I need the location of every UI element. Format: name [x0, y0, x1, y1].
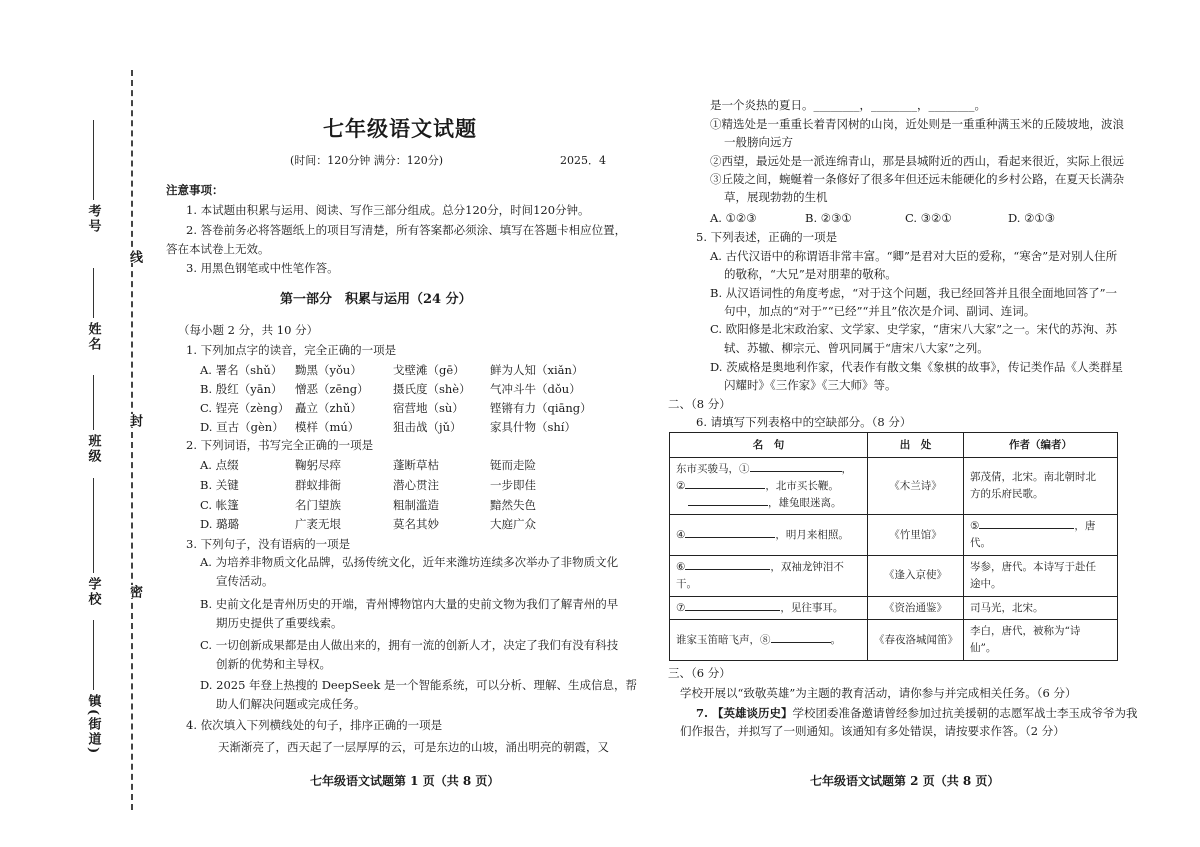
- name-label: 姓名: [85, 322, 101, 352]
- q4-option-a: A. ①②③: [710, 211, 757, 225]
- author-text: 郭茂倩，北宋。南北朝时北: [970, 471, 1096, 484]
- note-3: 3. 用黑色钢笔或中性笔作答。: [186, 261, 339, 275]
- answer-blank-6[interactable]: [685, 569, 770, 570]
- author-cell: [964, 515, 1118, 556]
- author-text: ，唐代。: [970, 520, 1096, 550]
- q2-cell: 大庭广众: [490, 517, 536, 531]
- q2-cell: A. 点缀: [200, 458, 239, 472]
- part1-title: 第一部分 积累与运用（24 分）: [280, 292, 472, 307]
- table-row: [670, 596, 1118, 620]
- q1-cell: 矗立（zhǔ）: [295, 401, 362, 415]
- author-text: 李白，唐代，被称为“诗: [970, 625, 1081, 638]
- town-line: [93, 620, 94, 690]
- quote-text: 谁家玉笛暗飞声，⑧: [676, 633, 771, 646]
- q2-cell: 广袤无垠: [295, 517, 341, 531]
- q1-cell: 鲜为人知（xiǎn）: [490, 363, 584, 377]
- q5-b-line1: B. 从汉语词性的角度考虑，“对于这个问题，我已经回答并且很全面地回答了”一: [710, 286, 1118, 300]
- exam-date: 2025．4: [560, 154, 606, 167]
- q4-option-c: C. ③②①: [905, 211, 952, 225]
- q2-cell: 名门望族: [295, 498, 341, 512]
- q3-c-line1: C. 一切创新成果都是由人做出来的，拥有一流的创新人才，决定了我们有没有科技: [200, 638, 619, 652]
- q4-option-d: D. ②①③: [1008, 211, 1056, 225]
- q4-sentence-2: ②西望，最远处是一派连绵青山，那是县城附近的西山，看起来很近，实际上很远: [710, 154, 1124, 168]
- q3-stem: 3. 下列句子，没有语病的一项是: [186, 537, 351, 551]
- q1-stem: 1. 下列加点字的读音，完全正确的一项是: [186, 343, 397, 357]
- author-cell: 司马光，北宋。: [964, 596, 1118, 620]
- note-1: 1. 本试题由积累与运用、阅读、写作三部分组成。总分120分，时间120分钟。: [186, 203, 590, 217]
- answer-blank-3[interactable]: [688, 505, 768, 506]
- seal-char-line: 线: [127, 250, 142, 263]
- author-cell: [964, 555, 1118, 596]
- q4-sentence-3a: ③丘陵之间，蜿蜒着一条修好了很多年但还远未能硬化的乡村公路，在夏天长满杂: [710, 172, 1124, 186]
- q5-c-line1: C. 欧阳修是北宋政治家、文学家、史学家，“唐宋八大家”之一。宋代的苏洵、苏: [710, 322, 1117, 336]
- table-row: [670, 555, 1118, 596]
- class-line: [93, 375, 94, 430]
- quote-line: [676, 559, 861, 576]
- notes-heading: 注意事项：: [166, 183, 224, 197]
- q2-cell: D. 璐璐: [200, 517, 240, 531]
- q6-stem: 6. 请填写下列表格中的空缺部分。（8 分）: [696, 415, 912, 429]
- q2-cell: 蓬断草枯: [393, 458, 439, 472]
- author-text: 岑参，唐代。本诗写于赴任: [970, 560, 1096, 573]
- q3-c-line2: 创新的优势和主导权。: [216, 657, 331, 671]
- answer-blank-4[interactable]: [685, 537, 775, 538]
- header-author: 作者（编者）: [964, 433, 1118, 458]
- q1-cell: 黝黑（yǒu）: [295, 363, 362, 377]
- q1-cell: 铿锵有力（qiāng）: [490, 401, 592, 415]
- q1-cell: 气冲斗牛（dǒu）: [490, 382, 581, 396]
- page2-footer: 七年级语文试题第 2 页（共 8 页）: [810, 774, 1000, 788]
- answer-blank-7[interactable]: [685, 610, 780, 611]
- q2-cell: 粗制滥造: [393, 498, 439, 512]
- q5-a-line2: 的敬称，“大兄”是对朋辈的敬称。: [724, 267, 897, 281]
- q5-b-line2: 句中，加点的“对于”“已经”“并且”依次是介词、副词、连词。: [724, 304, 1036, 318]
- q7-line2: 们作报告，并拟写了一则通知。该通知有多处错误，请按要求作答。（2 分）: [680, 724, 1065, 738]
- q2-cell: 一步即佳: [490, 478, 536, 492]
- section-3-intro: 学校开展以“致敬英雄”为主题的教育活动，请你参与并完成相关任务。（6 分）: [680, 686, 1077, 700]
- exam-number-label: 考号: [85, 204, 101, 234]
- q1-cell: 狙击战（jǔ）: [393, 420, 462, 434]
- source-cell: 《逢入京使》: [868, 555, 964, 596]
- source-cell: 《资治通鉴》: [868, 596, 964, 620]
- q2-stem: 2. 下列词语，书写完全正确的一项是: [186, 438, 374, 452]
- q1-cell: 家具什物（shí）: [490, 420, 576, 434]
- exam-title: 七年级语文试题: [323, 116, 477, 141]
- quote-text: 雄兔眼迷离。: [778, 496, 842, 509]
- town-label: 镇(街道): [85, 694, 101, 756]
- header-quote: 名 句: [670, 433, 868, 458]
- source-cell: 《春夜洛城闻笛》: [868, 620, 964, 661]
- q4-stem: 4. 依次填入下列横线处的句子，排序正确的一项是: [186, 718, 443, 732]
- q3-b-line1: B. 史前文化是青州历史的开端，青州博物馆内大量的史前文物为我们了解青州的早: [200, 597, 619, 611]
- quote-cell: [670, 596, 868, 620]
- q4-sentence-1a: ①精选处是一重重长着青冈树的山岗，近处则是一重重种满玉米的丘陵坡地，波浪: [710, 117, 1124, 131]
- q1-cell: D. 亘古（gèn）: [200, 420, 284, 434]
- town-field[interactable]: [80, 620, 106, 755]
- q2-cell: 莫名其妙: [393, 517, 439, 531]
- q2-cell: C. 帐篷: [200, 498, 239, 512]
- q1-cell: A. 署名（shǔ）: [200, 363, 283, 377]
- part1-sub: （每小题 2 分，共 10 分）: [178, 323, 319, 337]
- q7-line1: [696, 704, 1138, 722]
- answer-blank-1[interactable]: [750, 471, 842, 472]
- table-row: [670, 458, 1118, 515]
- quote-text: 东市买骏马，①: [676, 463, 750, 475]
- q2-cell: 潜心贯注: [393, 478, 439, 492]
- q1-cell: 模样（mú）: [295, 420, 360, 434]
- table-header-row: [670, 433, 1118, 458]
- quote-cell: [670, 515, 868, 556]
- name-field[interactable]: [80, 268, 106, 352]
- exam-info: (时间：120分钟 满分：120分): [290, 154, 444, 167]
- q5-stem: 5. 下列表述，正确的一项是: [696, 230, 838, 244]
- quote-cell: [670, 458, 868, 515]
- school-line: [93, 478, 94, 573]
- quote-text: 干。: [676, 577, 697, 590]
- q4-passage-line1: 天渐渐亮了，西天起了一层厚厚的云，可是东边的山坡，涌出明亮的朝霞，又: [218, 740, 609, 754]
- exam-number-line: [93, 120, 94, 200]
- q3-d-line2: 助人们解决问题或完成任务。: [216, 697, 366, 711]
- note-2-cont: 答在本试卷上无效。: [166, 242, 270, 256]
- exam-number-field[interactable]: [80, 120, 106, 234]
- page1-footer: 七年级语文试题第 1 页（共 8 页）: [310, 774, 500, 788]
- seal-char-seal: 封: [127, 414, 142, 427]
- quote-text: ④: [676, 528, 686, 541]
- quote-text: ，双袖龙钟泪不: [770, 560, 844, 573]
- q2-cell: 铤而走险: [490, 458, 536, 472]
- q6-table: [669, 432, 1118, 661]
- q4-passage-line2: 是一个炎热的夏日。________，________，________。: [710, 98, 986, 112]
- q2-cell: 群蚁排衙: [295, 478, 341, 492]
- quote-text: ，见往事耳。: [780, 601, 844, 614]
- class-field[interactable]: [80, 375, 106, 464]
- author-text: 方的乐府民歌。: [970, 488, 1044, 501]
- seal-dashed-line: [131, 70, 133, 810]
- q1-cell: 宿营地（sù）: [393, 401, 464, 415]
- q3-b-line2: 期历史提供了重要线索。: [216, 616, 343, 630]
- author-text: ⑤: [970, 520, 980, 533]
- quote-line: ，雄兔眼迷离。: [676, 495, 861, 512]
- answer-blank-5[interactable]: [979, 528, 1074, 529]
- binding-margin: [0, 0, 150, 847]
- quote-text: ，明月来相照。: [775, 528, 849, 541]
- answer-blank-8[interactable]: [771, 642, 831, 643]
- q3-d-line1: D. 2025 年登上热搜的 DeepSeek 是一个智能系统，可以分析、理解、生成信息，帮: [200, 678, 638, 692]
- seal-char-secret: 密: [127, 585, 142, 598]
- q7-heading: 7. 【英雄谈历史】: [696, 706, 793, 720]
- q1-cell: C. 锃亮（zèng）: [200, 401, 290, 415]
- q5-a-line1: A. 古代汉语中的称谓语非常丰富。“卿”是君对大臣的爱称，“寒舍”是对别人住所: [710, 249, 1118, 263]
- quote-cell: [670, 555, 868, 596]
- source-cell: 《木兰诗》: [868, 458, 964, 515]
- table-row: [670, 620, 1118, 661]
- school-label: 学校: [85, 577, 101, 607]
- class-label: 班级: [85, 434, 101, 464]
- q4-sentence-3b: 草，展现勃勃的生机: [724, 190, 828, 204]
- quote-line: [676, 478, 861, 495]
- note-2: 2. 答卷前务必将答题纸上的项目写清楚，所有答案都必须涂、填写在答题卡相应位置，: [186, 223, 627, 237]
- q4-option-b: B. ②③①: [805, 211, 852, 225]
- q5-d-line2: 闪耀时》《三作家》《三大师》等。: [724, 378, 897, 392]
- section-2-label: 二、（8 分）: [668, 397, 731, 411]
- quote-text: ，: [841, 463, 852, 475]
- q1-cell: B. 殷红（yān）: [200, 382, 283, 396]
- q3-a-line1: A. 为培养非物质文化品牌，弘扬传统文化，近年来潍坊连续多次举办了非物质文化: [200, 555, 619, 569]
- q1-cell: 摄氏度（shè）: [393, 382, 471, 396]
- author-cell: [964, 620, 1118, 661]
- q3-a-line2: 宣传活动。: [216, 574, 274, 588]
- author-text: 仙”。: [970, 642, 997, 655]
- section-3-label: 三、（6 分）: [668, 666, 731, 680]
- quote-text: ⑦: [676, 601, 686, 614]
- q2-cell: 鞠躬尽瘁: [295, 458, 341, 472]
- quote-text: ②: [676, 479, 686, 492]
- quote-text: 。: [830, 633, 841, 646]
- answer-blank-2[interactable]: [685, 488, 765, 489]
- school-field[interactable]: [80, 478, 106, 607]
- q5-d-line1: D. 茨威格是奥地利作家，代表作有散文集《象棋的故事》，传记类作品《人类群星: [710, 360, 1123, 374]
- q7-text: 学校团委准备邀请曾经参加过抗美援朝的志愿军战士李玉成爷爷为我: [792, 706, 1138, 720]
- q4-sentence-1b: 一般膀向远方: [724, 135, 793, 149]
- quote-cell: [670, 620, 868, 661]
- quote-line: [676, 461, 861, 478]
- q1-cell: 戈壁滩（gē）: [393, 363, 465, 377]
- header-source: 出 处: [868, 433, 964, 458]
- q1-cell: 憎恶（zēng）: [295, 382, 369, 396]
- source-cell: 《竹里馆》: [868, 515, 964, 556]
- table-row: [670, 515, 1118, 556]
- q2-cell: B. 关键: [200, 478, 239, 492]
- q5-c-line2: 轼、苏辙、柳宗元、曾巩同属于“唐宋八大家”之列。: [724, 341, 989, 355]
- author-cell: [964, 458, 1118, 515]
- quote-text: ，北市买长鞭。: [765, 479, 839, 492]
- quote-text: ⑥: [676, 560, 686, 573]
- name-line: [93, 268, 94, 318]
- q2-cell: 黯然失色: [490, 498, 536, 512]
- author-text: 途中。: [970, 577, 1002, 590]
